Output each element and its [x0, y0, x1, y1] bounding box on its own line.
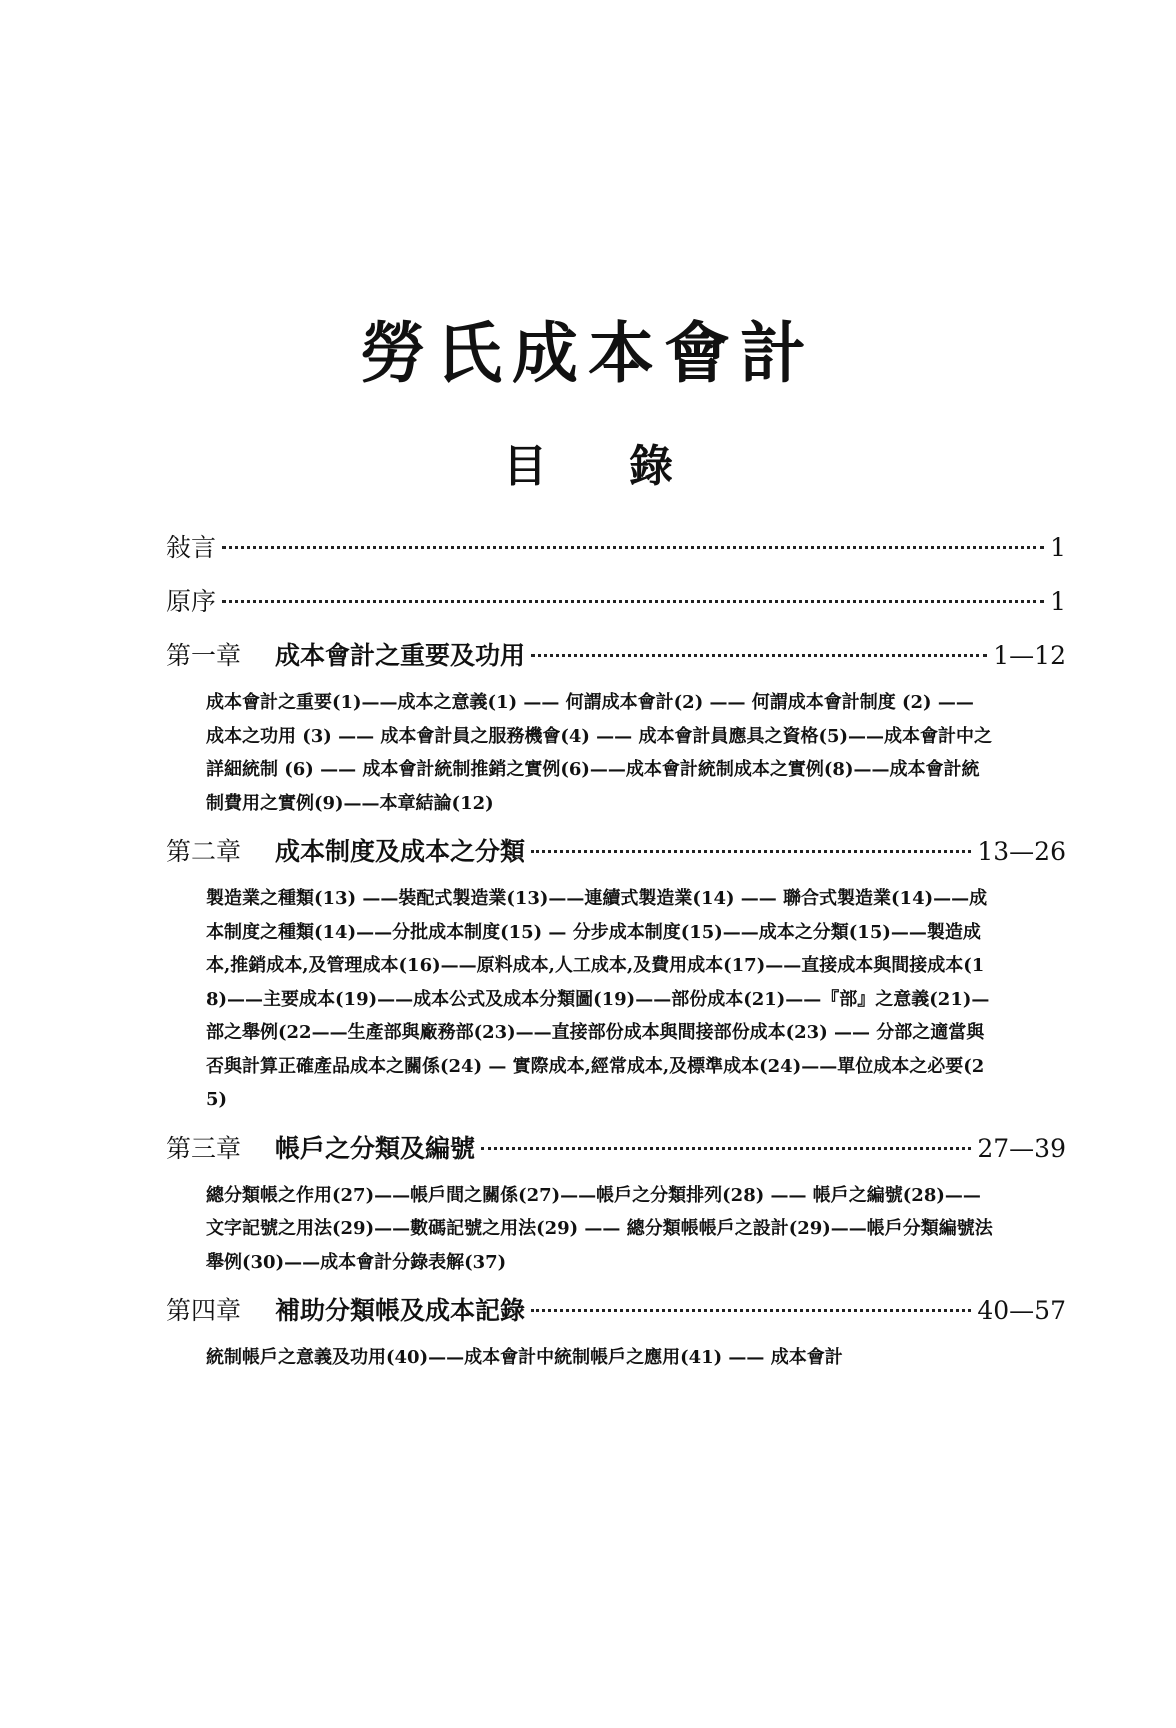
toc-entry-chapter-2[interactable] — [166, 832, 1066, 868]
chapter-summary: 統制帳戶之意義及功用(40)——成本會計中統制帳戶之應用(41) —— 成本會計 — [206, 1347, 843, 1368]
chapter-pages: 1—12 — [993, 641, 1066, 670]
chapter-title: 成本制度及成本之分類 — [275, 837, 526, 866]
chapter-pages: 40—57 — [977, 1296, 1066, 1325]
entry-page: 1 — [1050, 587, 1066, 616]
toc-entry-chapter-1[interactable] — [166, 636, 1066, 672]
chapter-number: 第三章 — [166, 1133, 242, 1163]
table-of-contents — [166, 528, 1066, 1375]
chapter-summary: 總分類帳之作用(27)——帳戶間之關係(27)——帳戶之分類排列(28) —— 帳戶之編號(28)——文字記號之用法(29)——數碼記號之用法(29) —— 總分類帳帳戶之設計(29)——帳戶分類編號法舉例(30)——成本會計分錄表解(37) — [206, 1184, 993, 1273]
toc-entry-chapter-4[interactable] — [166, 1291, 1066, 1327]
chapter-number: 第一章 — [166, 641, 242, 670]
toc-entry-chapter-3[interactable] — [166, 1129, 1066, 1165]
chapter-title: 成本會計之重要及功用 — [275, 641, 526, 670]
chapter-pages: 27—39 — [977, 1133, 1066, 1163]
dot-leader — [531, 850, 971, 853]
chapter-title: 帳戶之分類及編號 — [275, 1133, 476, 1163]
entry-title: 原序 — [166, 587, 217, 616]
chapter-summary: 成本會計之重要(1)——成本之意義(1) —— 何謂成本會計(2) —— 何謂成本會計制度 (2) —— 成本之功用 (3) —— 成本會計員之服務機會(4) —— 成本會計員應具之資格(5)——成本會計中之詳細統制 (6) —— 成本會計統制推銷之實例(6)——成本會計統制成本之實例(8)——成本會計統制費用之實例(9)——本章結論(12) — [206, 692, 993, 814]
chapter-summary: 製造業之種類(13) ——裝配式製造業(13)——連續式製造業(14) —— 聯合式製造業(14)——成本制度之種類(14)——分批成本制度(15) — 分步成本制度(15)——成本之分類(15)——製造成本,推銷成本,及管理成本(16)——原料成本,人工成本,及費用成本(17)——直接成本與間接成本(18)——主要成本(19)——成本公式及成本分類圖(19)——部份成本(21)——『部』之意義(21)—部之舉例(22——生產部與廠務部(23)——直接部份成本與間接部份成本(23) —— 分部之適當與否與計算正確產品成本之關係(24) — 實際成本,經常成本,及標準成本(24)——單位成本之必要(25) — [206, 888, 990, 1110]
entry-page: 1 — [1050, 533, 1066, 562]
dot-leader — [531, 654, 987, 657]
book-title: 勞氏成本會計 — [360, 314, 816, 392]
chapter-title: 補助分類帳及成本記錄 — [275, 1296, 526, 1325]
entry-title: 敍言 — [166, 533, 217, 562]
dot-leader — [222, 546, 1044, 549]
toc-heading: 目錄 — [503, 441, 755, 492]
toc-entry-original-preface[interactable] — [166, 582, 1066, 618]
chapter-number: 第二章 — [166, 837, 242, 866]
chapter-number: 第四章 — [166, 1296, 242, 1325]
toc-entry-preface[interactable] — [166, 528, 1066, 564]
dot-leader — [531, 1309, 971, 1312]
dot-leader — [222, 600, 1044, 603]
dot-leader — [481, 1147, 971, 1150]
chapter-pages: 13—26 — [977, 837, 1066, 866]
